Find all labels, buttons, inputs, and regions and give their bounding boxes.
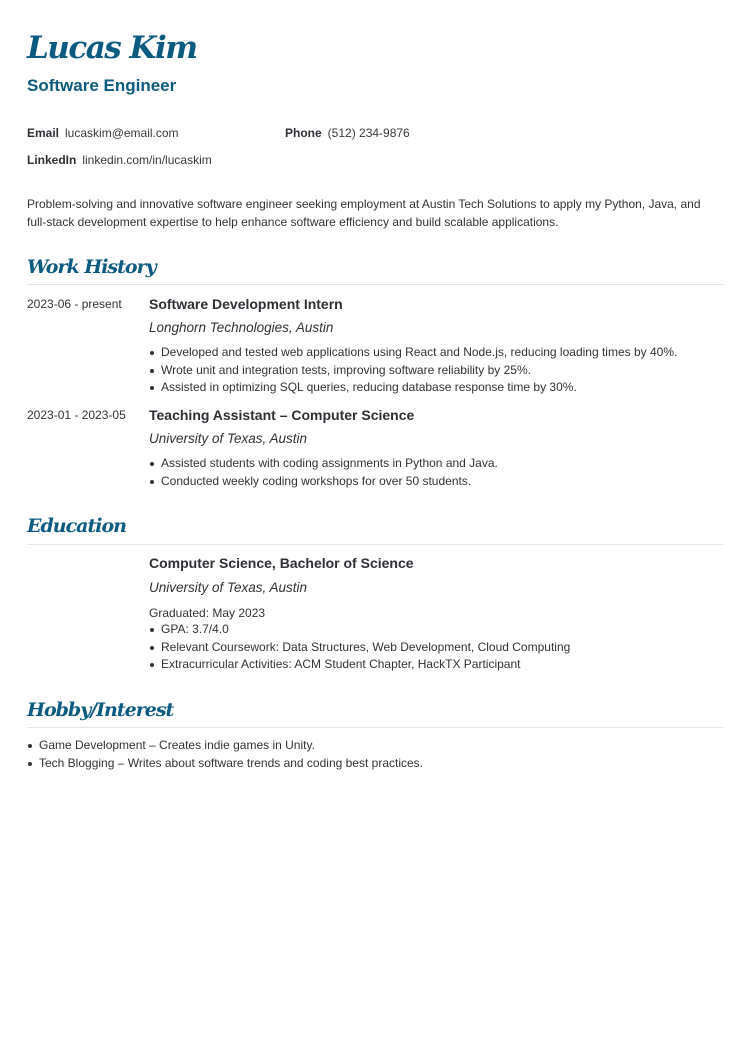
list-item: Game Development – Creates indie games in Unity. xyxy=(27,737,423,755)
list-item: Extracurricular Activities: ACM Student Chapter, HackTX Participant xyxy=(149,656,570,674)
job-title: Software Development Intern xyxy=(149,296,343,312)
job-title: Teaching Assistant – Computer Science xyxy=(149,407,415,423)
email-label: Email xyxy=(27,126,60,140)
list-item: Assisted students with coding assignments in Python and Java. xyxy=(149,455,498,473)
section-heading-hobby-interest: Hobby/Interest xyxy=(27,699,174,721)
education-bullets xyxy=(149,621,570,674)
section-divider xyxy=(27,284,723,285)
section-divider xyxy=(27,727,723,728)
candidate-name: Lucas Kim xyxy=(27,30,197,66)
hobby-list xyxy=(27,737,423,772)
job-bullets xyxy=(149,344,677,397)
linkedin-label: LinkedIn xyxy=(27,153,77,167)
contact-linkedin xyxy=(27,153,212,167)
school-name: University of Texas, Austin xyxy=(149,580,308,595)
job-company: Longhorn Technologies, Austin xyxy=(149,320,334,335)
degree-title: Computer Science, Bachelor of Science xyxy=(149,555,414,571)
professional-summary: Problem-solving and innovative software engineer seeking employment at Austin Tech Solutions to apply my Python, Java, and full-stack development expertise to help enhance software efficiency and build scalable applications. xyxy=(27,197,701,229)
job-company: University of Texas, Austin xyxy=(149,431,308,446)
job-bullets xyxy=(149,455,498,490)
list-item: Assisted in optimizing SQL queries, reducing database response time by 30%. xyxy=(149,379,677,397)
phone-value: (512) 234-9876 xyxy=(327,126,410,140)
list-item: Developed and tested web applications using React and Node.js, reducing loading times by 40%. xyxy=(149,344,677,362)
phone-label: Phone xyxy=(285,126,322,140)
section-heading-education: Education xyxy=(27,515,126,537)
contact-phone xyxy=(285,126,410,140)
email-value[interactable]: lucaskim@email.com xyxy=(65,126,179,140)
list-item: Relevant Coursework: Data Structures, Web Development, Cloud Computing xyxy=(149,639,570,657)
graduation-date: Graduated: May 2023 xyxy=(149,606,266,620)
contact-email xyxy=(27,126,179,140)
list-item: Wrote unit and integration tests, improving software reliability by 25%. xyxy=(149,362,677,380)
list-item: Tech Blogging – Writes about software trends and coding best practices. xyxy=(27,755,423,773)
section-divider xyxy=(27,544,723,545)
linkedin-value[interactable]: linkedin.com/in/lucaskim xyxy=(82,153,212,167)
list-item: Conducted weekly coding workshops for over 50 students. xyxy=(149,473,498,491)
job-date: 2023-01 - 2023-05 xyxy=(27,408,126,422)
section-heading-work-history: Work History xyxy=(27,256,156,278)
list-item: GPA: 3.7/4.0 xyxy=(149,621,570,639)
job-date: 2023-06 - present xyxy=(27,297,122,311)
candidate-title: Software Engineer xyxy=(27,76,177,95)
